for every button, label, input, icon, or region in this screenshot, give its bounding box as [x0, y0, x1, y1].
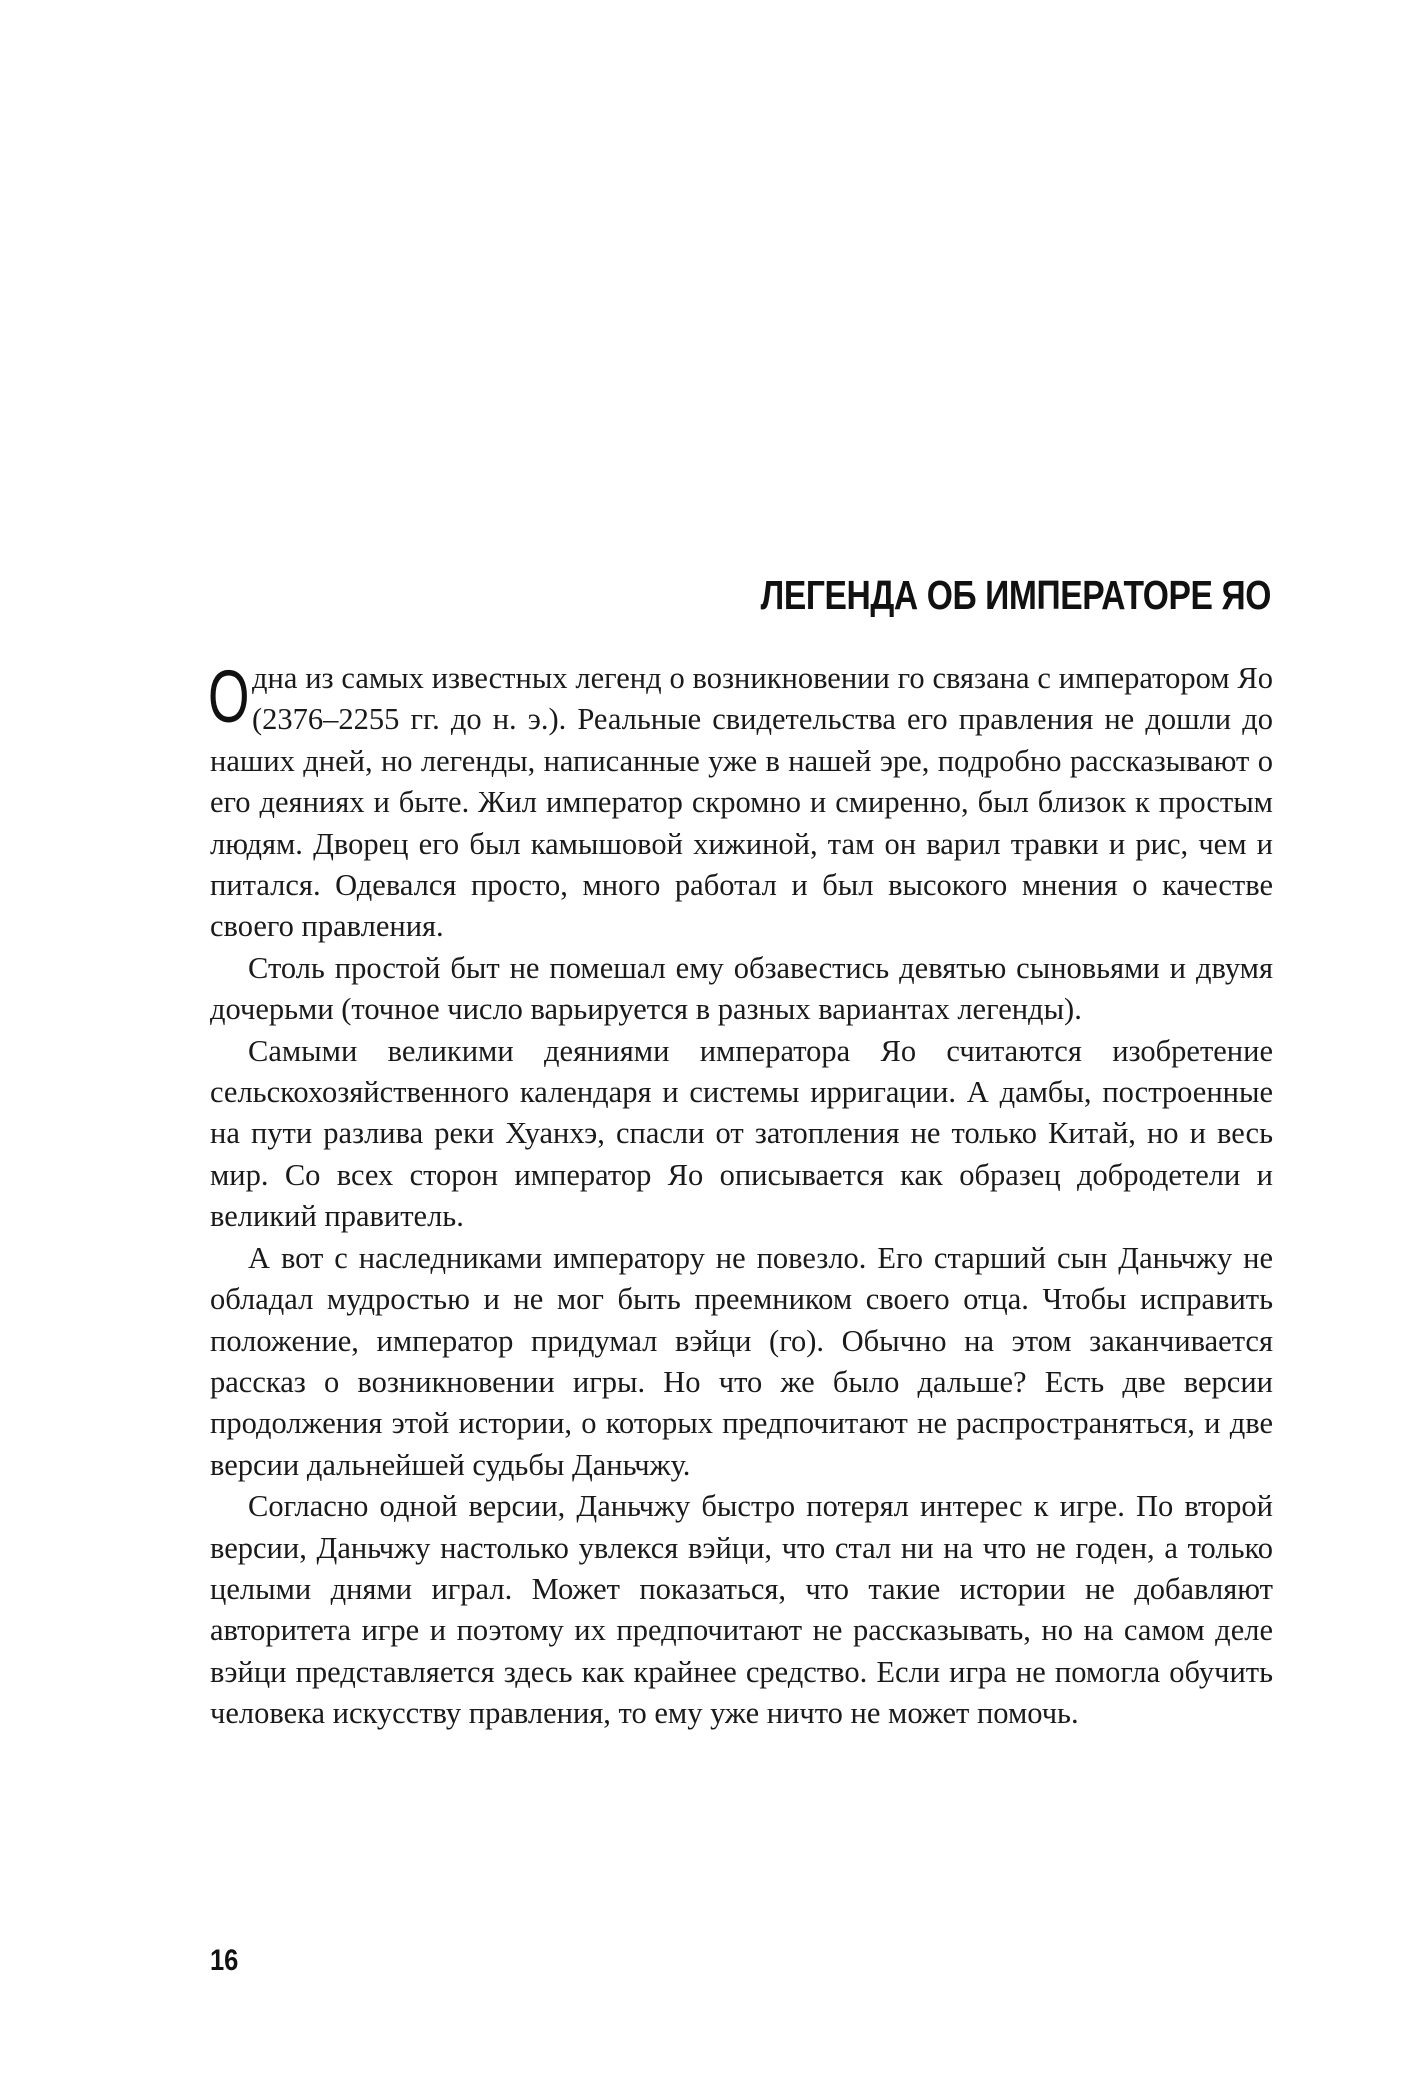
body-text [208, 655, 1273, 1735]
paragraph-4: А вот с наследниками императору не повезло. Его старший сын Даньчжу не обладал мудростью и не мог быть преемником своего отца. Чтобы исправить положение, император придумал вэйци (го). Обычно на этом заканчивается рассказ о возникновении игры. Но что же было дальше? Есть две версии продолжения этой истории, о которых предпочитают не распространяться, и две версии дальнейшей судьбы Даньчжу. [210, 1240, 1273, 1482]
paragraph-1-text: дна из самых известных легенд о возникновении го связана с императором Яо (2376–2255 гг. до н. э.). Реальные свидетельства его правления не дошли до наших дней, но легенды, написанные уже в нашей эре, подробно рассказывают о его деяниях и быте. Жил император скромно и смиренно, был близок к простым людям. Дворец его был камышовой хижиной, там он варил травки и рис, чем и питался. Одевался просто, много работал и был высокого мнения о качестве своего правления. [210, 661, 1273, 944]
paragraph-1 [208, 655, 1273, 948]
page-number: 16 [210, 1944, 239, 1977]
paragraph-5: Согласно одной версии, Даньчжу быстро потерял интерес к игре. По второй версии, Даньчжу настолько увлекся вэйци, что стал ни на что не годен, а только целыми днями играл. Может показаться, что такие истории не добавляют авторитета игре и поэтому их предпочитают не рассказывать, но на самом деле вэйци представляется здесь как крайнее средство. Если игра не помогла обучить человека искусству правления, то ему уже ничто не может помочь. [210, 1489, 1273, 1731]
paragraph-3: Самыми великими деяниями императора Яо считаются изобретение сельскохозяйственного календаря и системы ирригации. А дамбы, построенные на пути разлива реки Хуанхэ, спасли от затопления не только Китай, но и весь мир. Со всех сторон император Яо описывается как образец добродетели и великий правитель. [210, 1033, 1273, 1234]
drop-cap: О [208, 655, 250, 738]
chapter-heading: ЛЕГЕНДА ОБ ИМПЕРАТОРЕ ЯО [760, 572, 1271, 618]
paragraph-2: Столь простой быт не помешал ему обзавестись девятью сыновьями и двумя дочерьми (точное число варьируется в разных вариантах легенды). [210, 950, 1273, 1027]
